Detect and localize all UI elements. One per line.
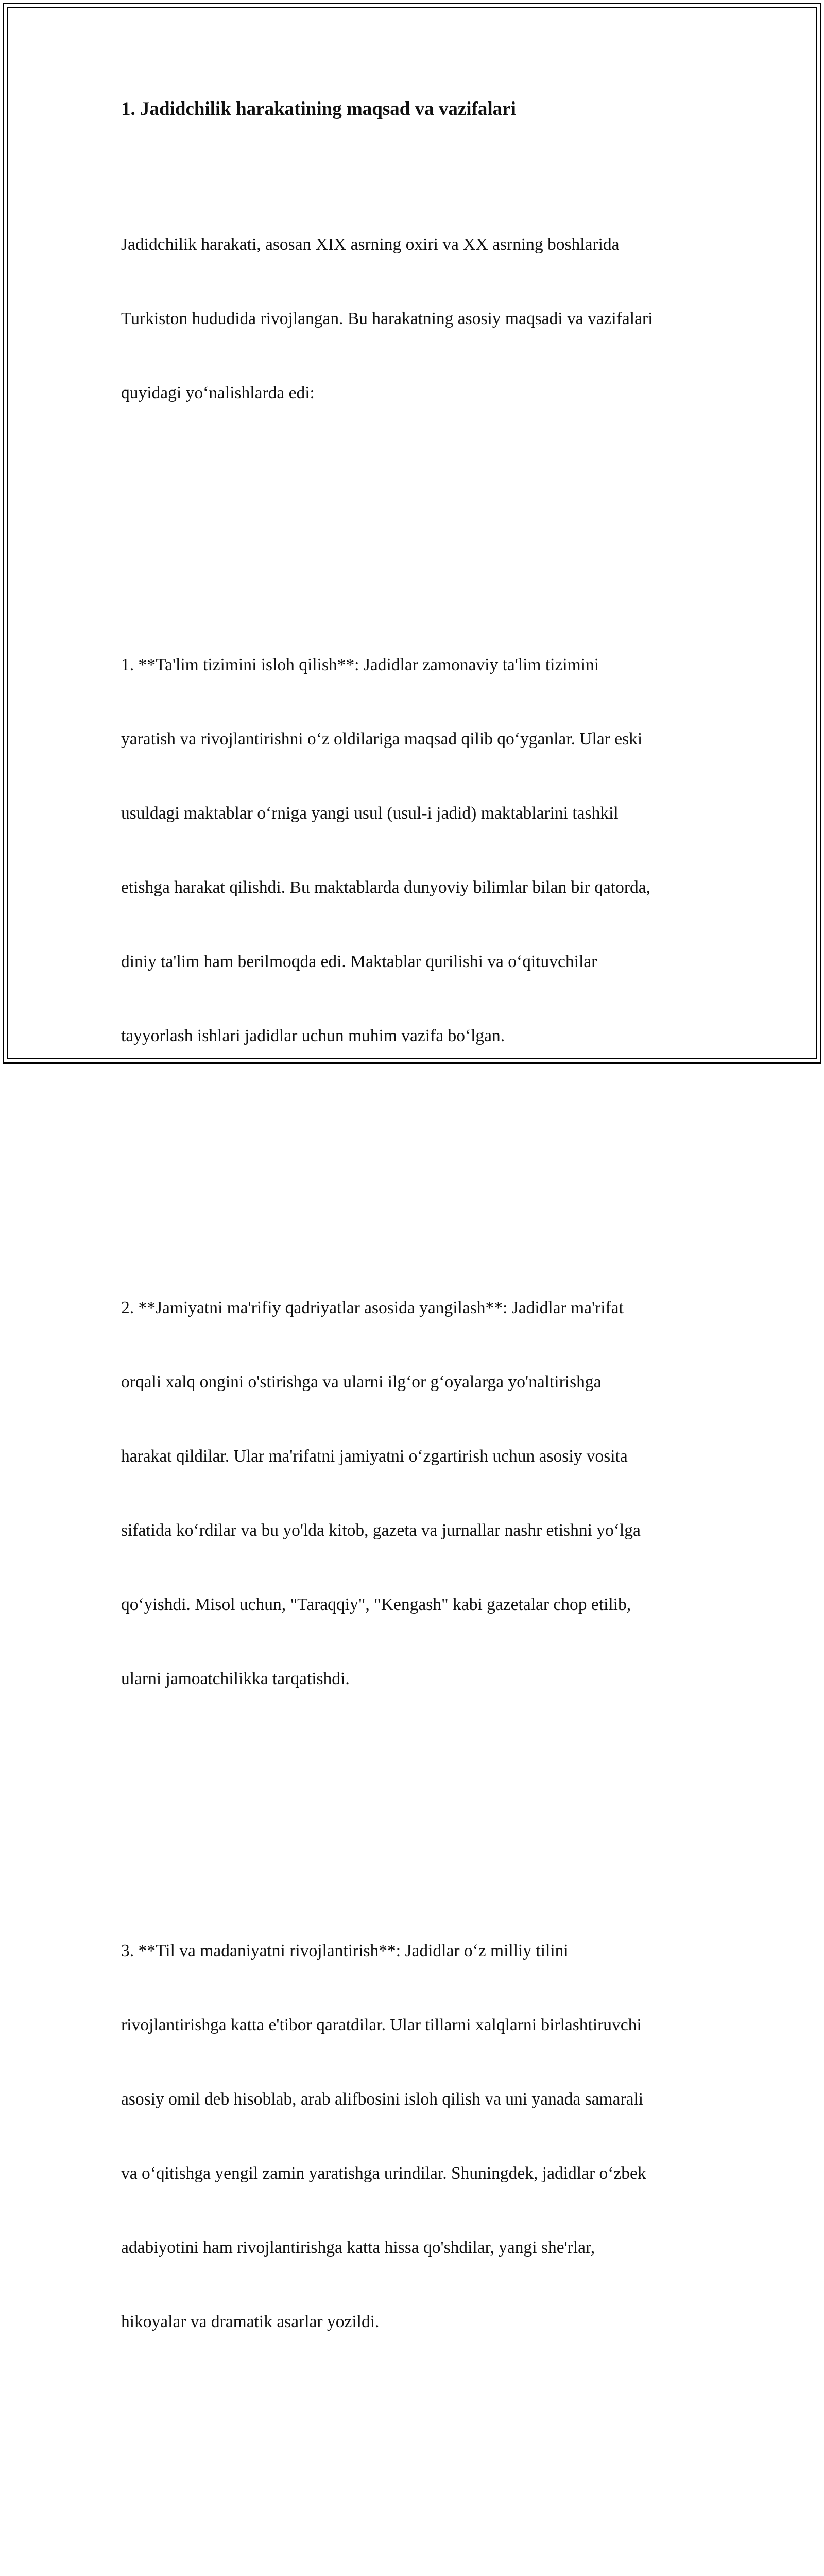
document-body <box>121 133 708 2576</box>
paragraph-line: diniy ta'lim ham berilmoqda edi. Maktablar qurilishi va o‘qituvchilar <box>121 952 597 971</box>
paragraph-line: qo‘yishdi. Misol uchun, "Taraqqiy", "Kengash" kabi gazetalar chop etilib, <box>121 1595 631 1614</box>
paragraph-line: asosiy omil deb hisoblab, arab alifbosini isloh qilish va uni yanada samarali <box>121 2090 644 2109</box>
paragraph-gap <box>121 1790 708 1815</box>
document-title: 1. Jadidchilik harakatining maqsad va vazifalari <box>121 98 516 120</box>
paragraph-gap <box>121 504 708 529</box>
paragraph-line: va o‘qitishga yengil zamin yaratishga urindilar. Shuningdek, jadidlar o‘zbek <box>121 2164 646 2183</box>
paragraph-line: Turkiston hududida rivojlangan. Bu harakatning asosiy maqsadi va vazifalari <box>121 309 653 328</box>
paragraph-line: 2. **Jamiyatni ma'rifiy qadriyatlar asosida yangilash**: Jadidlar ma'rifat <box>121 1298 624 1317</box>
list-item-3 <box>121 1889 708 2384</box>
paragraph-line: rivojlantirishga katta e'tibor qaratdilar. Ular tillarni xalqlarni birlashtiruvchi <box>121 2015 642 2035</box>
paragraph-line: 3. **Til va madaniyatni rivojlantirish**: Jadidlar o‘z milliy tilini <box>121 1941 569 1960</box>
document-content <box>121 96 708 2576</box>
list-item-1 <box>121 603 708 1098</box>
paragraph-line: ularni jamoatchilikka tarqatishdi. <box>121 1669 350 1688</box>
paragraph-gap <box>121 2433 708 2458</box>
paragraph-line: orqali xalq ongini o'stirishga va ularni ilg‘or g‘oyalarga yo'naltirishga <box>121 1372 602 1392</box>
intro-paragraph <box>121 183 708 455</box>
paragraph-line: adabiyotini ham rivojlantirishga katta hissa qo'shdilar, yangi she'rlar, <box>121 2238 595 2257</box>
paragraph-line: tayyorlash ishlari jadidlar uchun muhim vazifa bo‘lgan. <box>121 1026 505 1045</box>
list-item-4 <box>121 2532 708 2576</box>
paragraph-line: usuldagi maktablar o‘rniga yangi usul (usul-i jadid) maktablarini tashkil <box>121 804 619 823</box>
paragraph-line: 1. **Ta'lim tizimini isloh qilish**: Jadidlar zamonaviy ta'lim tizimini <box>121 655 599 674</box>
paragraph-gap <box>121 1147 708 1172</box>
paragraph-line: etishga harakat qilishdi. Bu maktablarda dunyoviy bilimlar bilan bir qatorda, <box>121 878 651 897</box>
paragraph-line: hikoyalar va dramatik asarlar yozildi. <box>121 2312 380 2331</box>
paragraph-line: harakat qildilar. Ular ma'rifatni jamiyatni o‘zgartirish uchun asosiy vosita <box>121 1447 628 1466</box>
paragraph-line: sifatida ko‘rdilar va bu yo'lda kitob, gazeta va jurnallar nashr etishni yo‘lga <box>121 1521 641 1540</box>
list-item-2 <box>121 1246 708 1741</box>
paragraph-line: quyidagi yo‘nalishlarda edi: <box>121 383 315 402</box>
paragraph-line: Jadidchilik harakati, asosan XIX asrning oxiri va XX asrning boshlarida <box>121 235 620 254</box>
paragraph-line: yaratish va rivojlantirishni o‘z oldilariga maqsad qilib qo‘yganlar. Ular eski <box>121 730 643 749</box>
